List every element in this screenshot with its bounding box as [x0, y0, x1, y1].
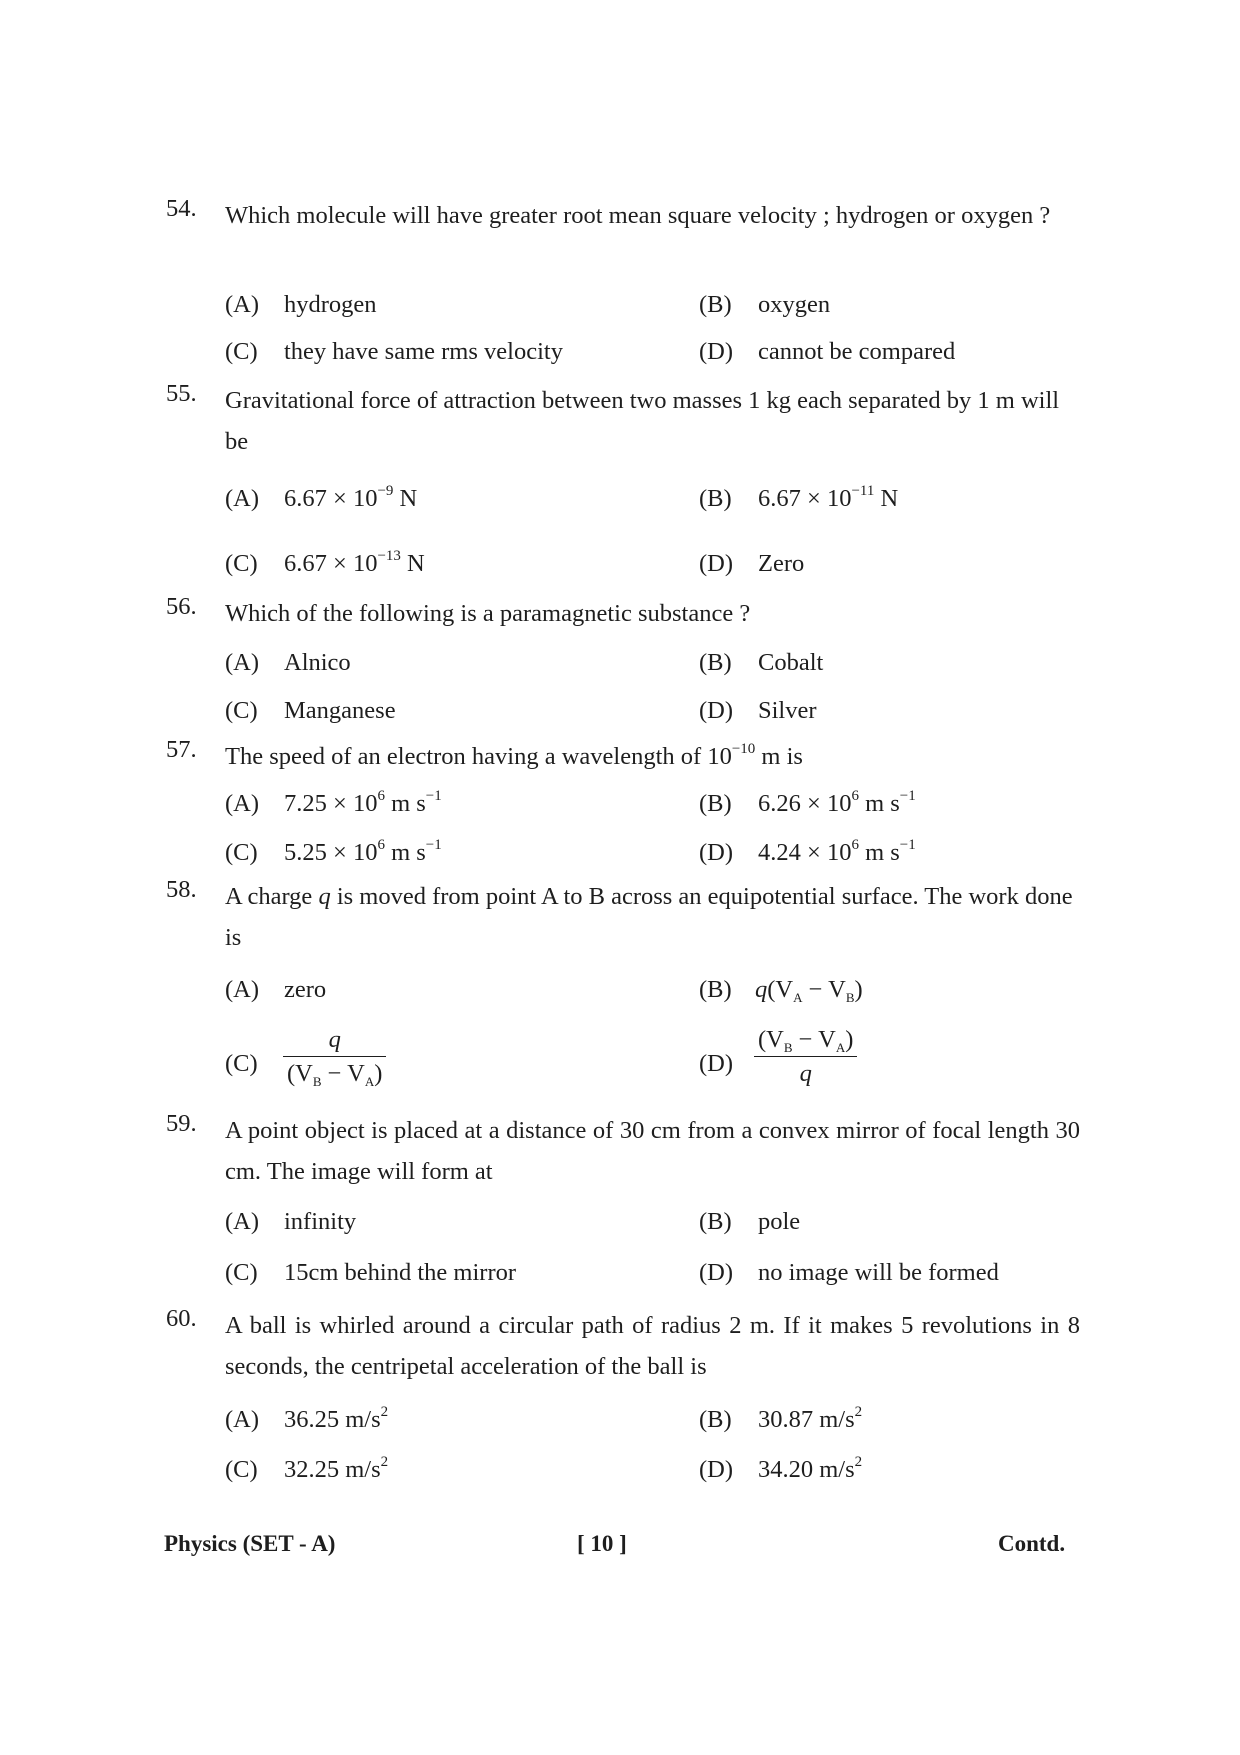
option-value: 36.25 $m/s^2$: [284, 1404, 389, 1433]
option-value: $6.67 \times 10^{-11}$ N: [758, 483, 899, 512]
option-value: $6.26 \times 10^6$ m $s^{-1}$: [758, 788, 916, 817]
option-fraction: [283, 1026, 386, 1088]
option-label: (C): [225, 697, 258, 724]
footer-continued: Contd.: [998, 1531, 1066, 1556]
option-text: they have same rms velocity: [284, 338, 563, 365]
option-fraction: [754, 1026, 857, 1088]
option-label: (D): [699, 550, 734, 577]
option-label: (C): [225, 1456, 258, 1483]
option-label: (D): [699, 338, 734, 365]
question-number: 56.: [166, 593, 197, 620]
question-text: Gravitational force of attraction between two masses 1 kg each separated by 1 m will be: [225, 387, 1060, 455]
question-text: A ball is whirled around a circular path of radius 2 m. If it makes 5 revolutions in 8 seconds, the centripetal acceleration of the ball is: [225, 1312, 1080, 1380]
option-text: Manganese: [284, 697, 396, 724]
question-text: A point object is placed at a distance of 30 cm from a convex mirror of focal length 30 cm. The image will form at: [225, 1117, 1080, 1185]
option-label: (D): [699, 1456, 734, 1483]
option-text: no image will be formed: [758, 1259, 999, 1286]
fraction-numerator: q: [283, 1026, 386, 1057]
option-value: 32.25 $m/s^2$: [284, 1454, 389, 1483]
option-text: Cobalt: [758, 649, 824, 676]
option-label: (C): [225, 550, 258, 577]
option-text: pole: [758, 1208, 801, 1235]
option-text: 15cm behind the mirror: [284, 1259, 517, 1286]
option-label: (B): [699, 1406, 732, 1433]
option-text: cannot be compared: [758, 338, 956, 365]
option-expression: $q(V_A - V_B)$: [755, 976, 863, 1005]
question-number: 55.: [166, 380, 197, 407]
question-text: The speed of an electron having a wavelength of $10^{-10}$ m is: [225, 741, 803, 770]
footer-subject: Physics (SET - A): [164, 1531, 336, 1556]
footer-page-number: [ 10 ]: [577, 1531, 627, 1556]
option-text: Silver: [758, 697, 817, 724]
question-text: Which molecule will have greater root mean square velocity ; hydrogen or oxygen ?: [225, 202, 1051, 229]
question-number: 57.: [166, 736, 197, 763]
fraction-denominator: q: [799, 1060, 812, 1087]
option-label: (B): [699, 790, 732, 817]
option-label: (A): [225, 976, 260, 1003]
option-text: infinity: [284, 1208, 357, 1235]
option-text: oxygen: [758, 291, 831, 318]
option-label: (B): [699, 976, 732, 1003]
question-number: 54.: [166, 195, 197, 222]
question-number: 60.: [166, 1305, 197, 1332]
question-text: A charge q is moved from point A to B across an equipotential surface. The work done is: [225, 883, 1073, 951]
option-label: (A): [225, 790, 260, 817]
option-label: (B): [699, 649, 732, 676]
option-value: $4.24 \times 10^6$ m $s^{-1}$: [758, 837, 916, 866]
option-label: (C): [225, 1050, 258, 1077]
option-text: Alnico: [284, 649, 351, 676]
option-label: (C): [225, 338, 258, 365]
option-label: (A): [225, 1208, 260, 1235]
option-label: (B): [699, 485, 732, 512]
option-value: $6.67 \times 10^{-9}$ N: [284, 483, 418, 512]
option-value: $5.25 \times 10^6$ m $s^{-1}$: [284, 837, 442, 866]
option-label: (D): [699, 1259, 734, 1286]
option-label: (D): [699, 697, 734, 724]
question-number: 58.: [166, 876, 197, 903]
option-label: (B): [699, 291, 732, 318]
fraction-denominator: $(V_B - V_A)$: [287, 1060, 383, 1089]
option-value: 34.20 $m/s^2$: [758, 1454, 863, 1483]
option-value: $7.25 \times 10^6$ m $s^{-1}$: [284, 788, 442, 817]
option-label: (A): [225, 649, 260, 676]
option-label: (D): [699, 839, 734, 866]
question-text: Which of the following is a paramagnetic substance ?: [225, 600, 751, 627]
option-value: $6.67 \times 10^{-13}$ N: [284, 548, 425, 577]
option-text: hydrogen: [284, 291, 377, 318]
option-text: zero: [284, 976, 327, 1003]
option-label: (A): [225, 291, 260, 318]
option-label: (A): [225, 1406, 260, 1433]
option-label: (C): [225, 1259, 258, 1286]
option-label: (D): [699, 1050, 734, 1077]
fraction-numerator: $(V_B - V_A)$: [754, 1026, 857, 1057]
option-value: 30.87 $m/s^2$: [758, 1404, 863, 1433]
option-label: (A): [225, 485, 260, 512]
option-label: (C): [225, 839, 258, 866]
question-number: 59.: [166, 1110, 197, 1137]
option-label: (B): [699, 1208, 732, 1235]
option-text: Zero: [758, 550, 805, 577]
